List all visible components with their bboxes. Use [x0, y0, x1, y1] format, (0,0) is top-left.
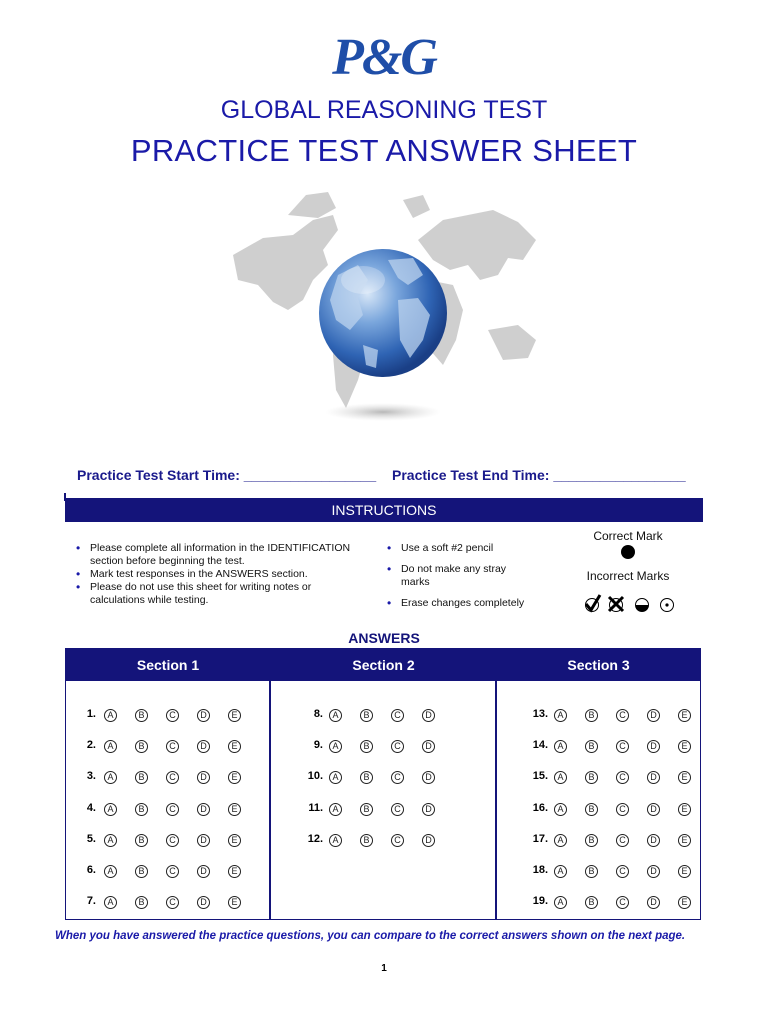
- footnote: When you have answered the practice questions, you can compare to the correct answers shown on the next page.: [55, 930, 686, 942]
- instruction-item: • Please do not use this sheet for writing notes or calculations while testing.: [70, 581, 360, 607]
- answer-bubble-c[interactable]: C: [391, 834, 404, 847]
- answer-bubble-d[interactable]: D: [647, 709, 660, 722]
- answer-bubble-e[interactable]: E: [228, 834, 241, 847]
- answer-bubble-c[interactable]: C: [166, 865, 179, 878]
- question-number: 13.: [532, 708, 548, 720]
- answer-bubble-a[interactable]: A: [554, 834, 567, 847]
- answer-bubble-c[interactable]: C: [391, 740, 404, 753]
- page-number: 1: [381, 963, 387, 974]
- question-number: 5.: [86, 832, 96, 845]
- question-number: 4.: [86, 801, 96, 814]
- answer-bubble-c[interactable]: C: [616, 771, 629, 784]
- answer-bubble-c[interactable]: C: [616, 803, 629, 816]
- question-number: 16.: [532, 801, 548, 814]
- answer-bubble-a[interactable]: A: [554, 865, 567, 878]
- answer-bubble-d[interactable]: D: [197, 803, 210, 816]
- correct-mark-label: Correct Mark: [593, 529, 663, 543]
- answer-bubble-d[interactable]: D: [197, 865, 210, 878]
- test-subtitle: GLOBAL REASONING TEST: [220, 96, 548, 124]
- answer-bubble-d[interactable]: D: [647, 865, 660, 878]
- question-number: 8.: [313, 708, 323, 720]
- answer-bubble-c[interactable]: C: [616, 834, 629, 847]
- answer-bubble-b[interactable]: B: [585, 709, 598, 722]
- answer-bubble-d[interactable]: D: [422, 834, 435, 847]
- answer-bubble-b[interactable]: B: [585, 771, 598, 784]
- answer-bubble-b[interactable]: B: [360, 740, 373, 753]
- answer-bubble-d[interactable]: D: [647, 896, 660, 909]
- answer-bubble-d[interactable]: D: [422, 709, 435, 722]
- answer-bubble-a[interactable]: A: [554, 740, 567, 753]
- answer-bubble-a[interactable]: A: [329, 740, 342, 753]
- answer-bubble-e[interactable]: E: [228, 865, 241, 878]
- answer-bubble-b[interactable]: B: [135, 771, 148, 784]
- incorrect-marks-label: Incorrect Marks: [586, 569, 670, 583]
- question-number: 6.: [86, 864, 96, 876]
- answer-bubble-b[interactable]: B: [135, 865, 148, 878]
- incorrect-marks-icons: [582, 592, 678, 614]
- instruction-item: • Use a soft #2 pencil: [381, 542, 531, 555]
- answer-bubble-d[interactable]: D: [422, 771, 435, 784]
- answer-bubble-a[interactable]: A: [329, 834, 342, 847]
- question-number: 19.: [532, 895, 548, 908]
- answer-bubble-e[interactable]: E: [678, 771, 691, 784]
- answer-bubble-c[interactable]: C: [616, 740, 629, 753]
- answers-heading: ANSWERS: [348, 630, 420, 646]
- answer-bubble-e[interactable]: E: [228, 740, 241, 753]
- answer-bubble-a[interactable]: A: [554, 896, 567, 909]
- answer-bubble-b[interactable]: B: [135, 709, 148, 722]
- answers-table-header: [66, 649, 700, 681]
- checkmark-mark-icon: [586, 595, 601, 612]
- correct-mark-icon: [621, 545, 635, 559]
- answer-bubble-c[interactable]: C: [616, 896, 629, 909]
- answer-bubble-a[interactable]: A: [554, 771, 567, 784]
- answer-bubble-c[interactable]: C: [166, 740, 179, 753]
- question-number: 1.: [86, 708, 96, 720]
- answer-bubble-d[interactable]: D: [197, 771, 210, 784]
- answer-bubble-a[interactable]: A: [104, 771, 117, 784]
- answer-bubble-d[interactable]: D: [647, 771, 660, 784]
- answer-bubble-c[interactable]: C: [166, 834, 179, 847]
- answer-bubble-e[interactable]: E: [228, 896, 241, 909]
- answer-bubble-e[interactable]: E: [228, 709, 241, 722]
- answer-bubble-e[interactable]: E: [678, 896, 691, 909]
- question-number: 15.: [532, 770, 548, 783]
- answer-bubble-b[interactable]: B: [135, 740, 148, 753]
- answer-bubble-d[interactable]: D: [647, 803, 660, 816]
- answer-bubble-b[interactable]: B: [360, 709, 373, 722]
- answer-bubble-c[interactable]: C: [391, 803, 404, 816]
- start-time-field[interactable]: Practice Test Start Time: _________________: [77, 467, 377, 483]
- answer-bubble-a[interactable]: A: [104, 896, 117, 909]
- answer-bubble-c[interactable]: C: [616, 709, 629, 722]
- column-divider: [495, 649, 497, 919]
- pg-logo: P&G: [332, 29, 436, 86]
- answer-bubble-e[interactable]: E: [228, 771, 241, 784]
- answer-bubble-e[interactable]: E: [678, 803, 691, 816]
- question-number: 7.: [86, 895, 96, 908]
- instruction-item: • Mark test responses in the ANSWERS section.: [70, 568, 360, 581]
- answer-bubble-b[interactable]: B: [585, 803, 598, 816]
- answer-bubble-c[interactable]: C: [166, 896, 179, 909]
- x-mark-icon: [609, 597, 623, 612]
- question-number: 2.: [86, 739, 96, 752]
- instructions-right-list: [381, 542, 531, 610]
- answer-bubble-d[interactable]: D: [422, 740, 435, 753]
- answer-bubble-a[interactable]: A: [104, 834, 117, 847]
- answer-bubble-b[interactable]: B: [360, 834, 373, 847]
- instruction-item: • Please complete all information in the IDENTIFICATION section before beginning the test.: [70, 542, 360, 568]
- answer-bubble-a[interactable]: A: [554, 803, 567, 816]
- question-number: 9.: [313, 739, 323, 752]
- answer-bubble-a[interactable]: A: [329, 709, 342, 722]
- answer-bubble-a[interactable]: A: [329, 803, 342, 816]
- answer-bubble-c[interactable]: C: [166, 709, 179, 722]
- answer-bubble-a[interactable]: A: [329, 771, 342, 784]
- answer-bubble-e[interactable]: E: [678, 709, 691, 722]
- instruction-item: • Erase changes completely: [381, 597, 531, 610]
- answer-bubble-b[interactable]: B: [360, 771, 373, 784]
- question-number: 3.: [86, 770, 96, 783]
- answer-bubble-b[interactable]: B: [360, 803, 373, 816]
- instructions-left-list: [70, 542, 360, 607]
- question-number: 10.: [307, 770, 323, 783]
- answer-bubble-d[interactable]: D: [647, 834, 660, 847]
- section-3-header: Section 3: [567, 657, 630, 673]
- answer-bubble-a[interactable]: A: [104, 803, 117, 816]
- answer-bubble-d[interactable]: D: [422, 803, 435, 816]
- answer-bubble-d[interactable]: D: [197, 896, 210, 909]
- section-1-header: Section 1: [136, 657, 200, 673]
- answer-bubble-b[interactable]: B: [585, 896, 598, 909]
- instructions-heading: INSTRUCTIONS: [65, 498, 703, 522]
- answer-bubble-e[interactable]: E: [678, 865, 691, 878]
- answer-bubble-b[interactable]: B: [585, 865, 598, 878]
- page-title: PRACTICE TEST ANSWER SHEET: [130, 133, 638, 168]
- instruction-item: • Do not make any stray marks: [381, 563, 531, 589]
- question-number: 14.: [532, 739, 548, 752]
- question-number: 18.: [532, 864, 548, 876]
- answer-bubble-d[interactable]: D: [197, 740, 210, 753]
- answer-bubble-a[interactable]: A: [104, 865, 117, 878]
- question-number: 12.: [307, 832, 323, 845]
- answer-bubble-c[interactable]: C: [391, 771, 404, 784]
- answer-bubble-e[interactable]: E: [228, 803, 241, 816]
- answer-bubble-b[interactable]: B: [585, 834, 598, 847]
- section-2-header: Section 2: [352, 657, 415, 673]
- question-number: 17.: [532, 832, 548, 845]
- answer-bubble-e[interactable]: E: [678, 834, 691, 847]
- answer-bubble-b[interactable]: B: [135, 803, 148, 816]
- column-divider: [269, 649, 271, 919]
- answer-bubble-b[interactable]: B: [585, 740, 598, 753]
- answer-bubble-a[interactable]: A: [104, 740, 117, 753]
- answer-bubble-d[interactable]: D: [197, 709, 210, 722]
- answer-bubble-d[interactable]: D: [647, 740, 660, 753]
- answer-bubble-a[interactable]: A: [104, 709, 117, 722]
- end-time-field[interactable]: Practice Test End Time: _________________: [392, 467, 686, 483]
- answer-bubble-c[interactable]: C: [391, 709, 404, 722]
- answer-bubble-a[interactable]: A: [554, 709, 567, 722]
- answer-bubble-b[interactable]: B: [135, 896, 148, 909]
- answer-bubble-d[interactable]: D: [197, 834, 210, 847]
- partial-fill-mark-icon: [636, 599, 649, 612]
- answer-bubble-c[interactable]: C: [166, 771, 179, 784]
- dot-mark-icon: [661, 599, 674, 612]
- globe-world-map-image: [218, 180, 548, 430]
- answer-bubble-c[interactable]: C: [166, 803, 179, 816]
- answer-bubble-e[interactable]: E: [678, 740, 691, 753]
- answer-bubble-c[interactable]: C: [616, 865, 629, 878]
- answers-table: [65, 648, 701, 920]
- question-number: 11.: [308, 801, 323, 814]
- answer-bubble-b[interactable]: B: [135, 834, 148, 847]
